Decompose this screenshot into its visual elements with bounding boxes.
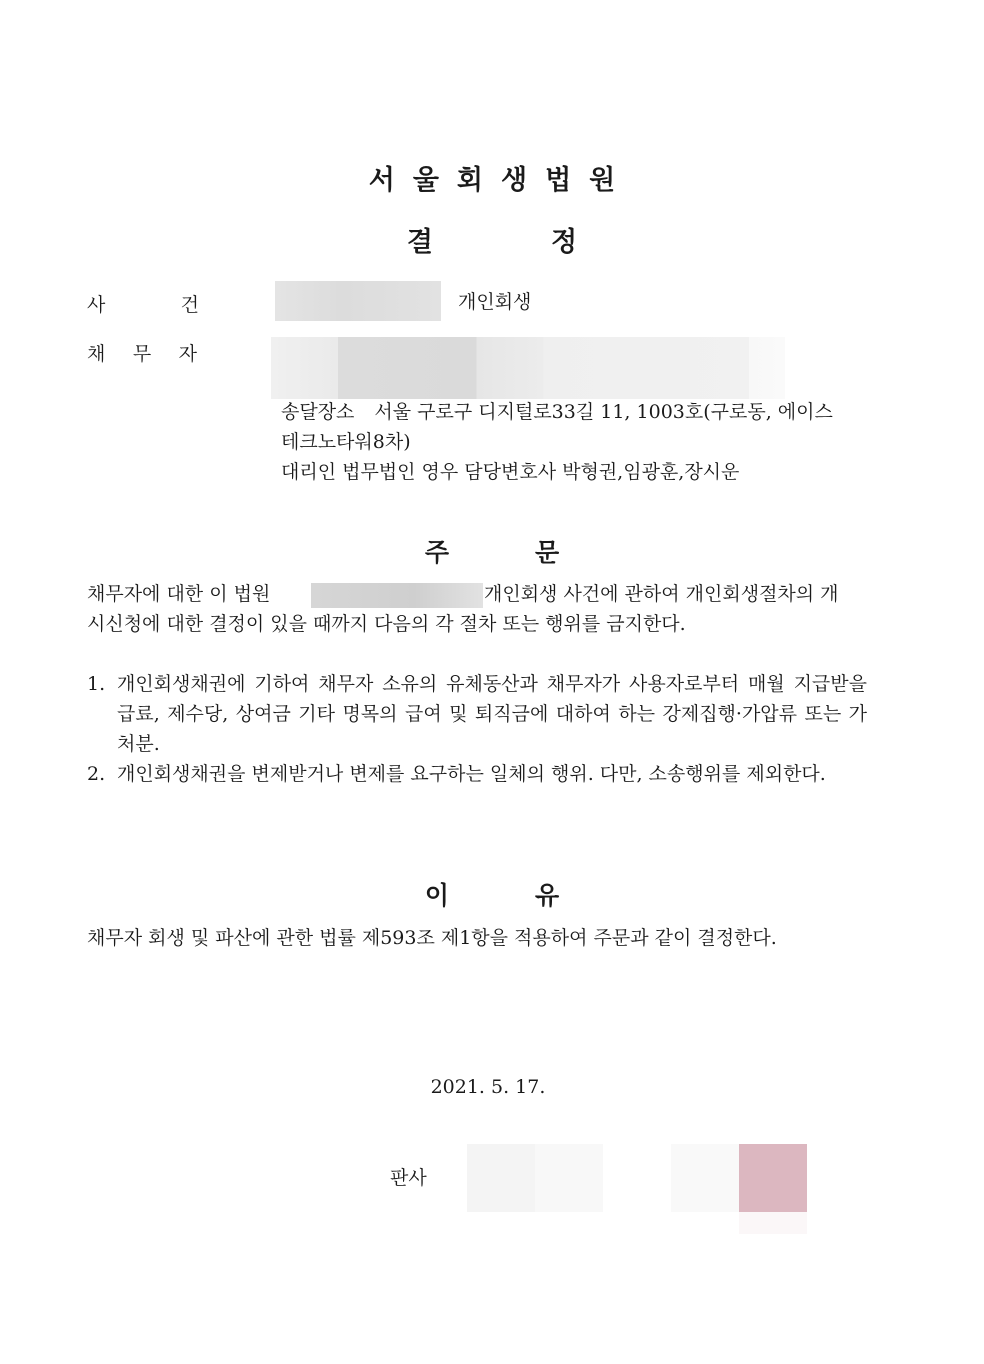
reason-text: 채무자 회생 및 파산에 관한 법률 제593조 제1항을 적용하여 주문과 같이 결정한다.	[87, 927, 777, 949]
reason-heading	[0, 876, 984, 912]
order-item	[87, 759, 867, 789]
order-intro-part2: 개인회생 사건에 관하여 개인회생절차의 개	[484, 583, 839, 605]
order-case-number-redaction	[311, 583, 483, 608]
order-item-text: 개인회생채권에 기하여 채무자 소유의 유체동산과 채무자가 사용자로부터 매월 지급받을 급료, 제수당, 상여금 기타 명목의 급여 및 퇴직금에 대하여 하는 강제집행·가압류 또는 가처분.	[117, 673, 867, 755]
order-heading-right: 문	[535, 538, 560, 567]
case-label	[87, 290, 199, 317]
decision-date: 2021. 5. 17.	[430, 1076, 546, 1098]
order-intro-line2: 시신청에 대한 결정이 있을 때까지 다음의 각 절차 또는 행위를 금지한다.	[87, 613, 686, 635]
reason-heading-right: 유	[535, 881, 560, 910]
judge-label: 판사	[390, 1167, 427, 1189]
debtor-label-char: 채	[87, 343, 106, 365]
document-title	[0, 220, 984, 259]
order-heading-left: 주	[424, 538, 449, 567]
order-item	[87, 669, 867, 759]
order-intro-part1: 채무자에 대한 이 법원	[87, 583, 271, 605]
agent-line: 대리인 법무법인 영우 담당변호사 박형권,임광훈,장시운	[281, 461, 740, 483]
judge-seal	[739, 1144, 807, 1212]
debtor-label-char: 자	[178, 343, 197, 365]
case-number-redaction	[275, 281, 441, 321]
service-address-line1	[281, 397, 833, 427]
debtor-label	[87, 339, 197, 366]
service-address-label: 송달장소	[281, 401, 355, 423]
case-label-char: 사	[87, 294, 106, 316]
case-label-char: 건	[180, 294, 199, 316]
order-item-number: 1.	[87, 673, 106, 695]
court-name: 서울회생법원	[368, 165, 634, 196]
reason-heading-left: 이	[424, 881, 449, 910]
case-type: 개인회생	[458, 291, 532, 313]
order-item-text: 개인회생채권을 변제받거나 변제를 요구하는 일체의 행위. 다만, 소송행위를 제외한다.	[117, 763, 826, 785]
debtor-label-char: 무	[132, 343, 152, 365]
document-title-left: 결	[406, 227, 433, 258]
document-title-right: 정	[551, 227, 578, 258]
debtor-name-redaction	[271, 337, 785, 399]
order-heading	[0, 533, 984, 569]
judge-seal-shadow	[739, 1212, 807, 1234]
order-item-number: 2.	[87, 763, 106, 785]
service-address-text: 서울 구로구 디지털로33길 11, 1003호(구로동, 에이스	[374, 401, 833, 423]
service-address-line2: 테크노타워8차)	[281, 431, 411, 453]
judge-name-redaction	[467, 1144, 739, 1212]
